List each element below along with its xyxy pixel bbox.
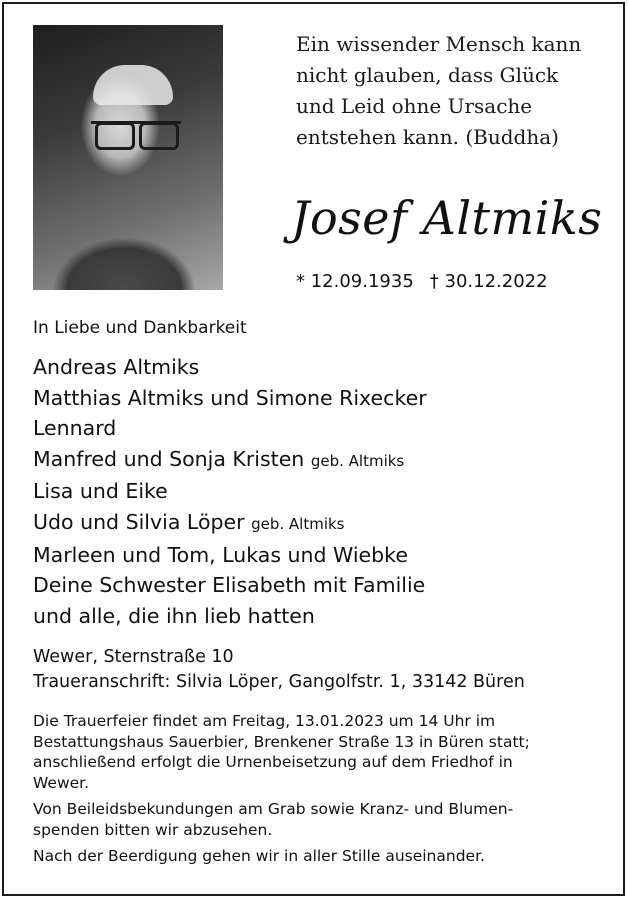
family-member: Andreas Altmiks <box>33 355 200 379</box>
family-member: Deine Schwester Elisabeth mit Familie <box>33 573 426 598</box>
family-member: Marleen und Tom, Lukas und Wiebke <box>33 542 408 567</box>
family-list <box>33 352 427 631</box>
portrait-photo <box>33 25 223 290</box>
maiden-name-note: geb. Altmiks <box>310 451 405 470</box>
family-member: Lennard <box>33 416 117 441</box>
residence-address: Wewer, Sternstraße 10 <box>33 647 234 667</box>
deceased-name: Josef Altmiks <box>291 191 603 245</box>
family-member: Udo und Silvia Löper geb. Altmiks <box>33 509 345 534</box>
family-member: Matthias Altmiks und Simone Rixecker <box>33 385 427 410</box>
family-member: Lisa und Eike <box>33 479 168 504</box>
ceremony-info: Die Trauerfeier findet am Freitag, 13.01.2023 um 14 Uhr im Bestattungshaus Sauerbier, Brenkener Straße 13 in Büren statt; anschließend erfolgt die Urnenbeisetzung auf dem Friedhof in Wewer. <box>33 712 530 792</box>
closing-note: Nach der Beerdigung gehen wir in aller Stille auseinander. <box>33 847 485 865</box>
funeral-notice <box>33 711 603 873</box>
mourning-address: Traueranschrift: Silvia Löper, Gangolfstr. 1, 33142 Büren <box>33 672 525 692</box>
maiden-name-note: geb. Altmiks <box>251 514 345 533</box>
death-date: † 30.12.2022 <box>429 271 548 292</box>
intro-text: In Liebe und Dankbarkeit <box>33 318 247 338</box>
life-dates <box>296 270 548 294</box>
family-member: Manfred und Sonja Kristen geb. Altmiks <box>33 446 405 471</box>
family-member: und alle, die ihn lieb hatten <box>33 603 315 628</box>
condolence-request: Von Beileidsbekundungen am Grab sowie Kranz- und Blumen- spenden bitten wir abzusehen. <box>33 800 514 839</box>
portrait-glasses <box>91 121 181 146</box>
quote-text: Ein wissender Mensch kann nicht glauben, dass Glück und Leid ohne Ursache entstehen kann. (Buddha) <box>296 32 582 149</box>
address-block <box>33 645 525 695</box>
portrait-hair <box>93 65 173 105</box>
birth-date: * 12.09.1935 <box>296 271 414 292</box>
